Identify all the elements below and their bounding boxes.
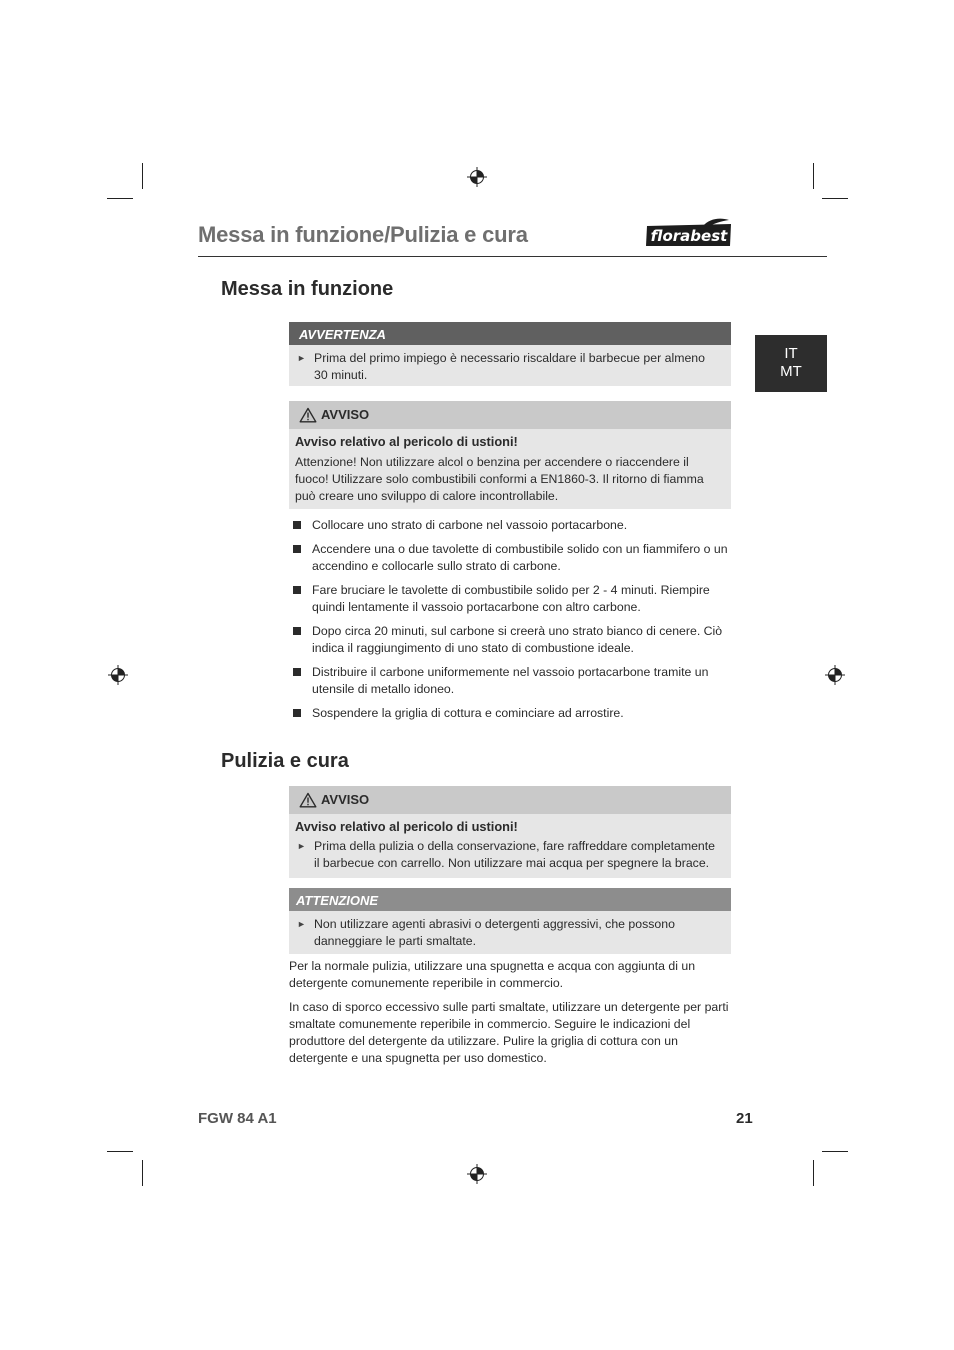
avviso-item — [289, 838, 731, 872]
paragraph: In caso di sporco eccessivo sulle parti smaltate, utilizzare un detergente per parti smaltate comunemente reperibile in commercio. Seguire le indicazioni del produttore del detergente da utilizzare. Pulire la griglia di cottura con un detergente e una spugnetta per uso domestico. — [289, 1000, 729, 1065]
registration-mark-icon — [467, 167, 487, 187]
square-bullet-icon — [293, 545, 301, 553]
florabest-logo — [645, 218, 733, 248]
avviso-label: AVVISO — [321, 792, 370, 807]
square-bullet-icon — [293, 586, 301, 594]
crop-mark — [822, 198, 848, 199]
step-text: Collocare uno strato di carbone nel vassoio portacarbone. — [312, 518, 628, 532]
square-bullet-icon — [293, 709, 301, 717]
crop-mark — [107, 198, 133, 199]
avviso-subtitle: Avviso relativo al pericolo di ustioni! — [295, 819, 518, 834]
step-text: Accendere una o due tavolette di combustibile solido con un fiammifero o un accendino e collocarle sullo strato di carbone. — [312, 542, 728, 573]
step-text: Fare bruciare le tavolette di combustibile solido per 2 - 4 minuti. Riempire quindi lentamente il vassoio portacarbone con altro carbone. — [312, 583, 710, 614]
arrow-bullet-icon: ► — [297, 919, 306, 929]
registration-mark-icon — [108, 665, 128, 685]
avviso-header — [289, 401, 731, 429]
registration-mark-icon — [467, 1164, 487, 1184]
attenzione-item — [289, 916, 731, 950]
list-item — [293, 705, 733, 722]
square-bullet-icon — [293, 668, 301, 676]
page-title: Messa in funzione/Pulizia e cura — [198, 222, 528, 247]
list-item — [293, 623, 733, 657]
attenzione-label: ATTENZIONE — [289, 888, 731, 911]
crop-mark — [813, 163, 814, 189]
list-item — [293, 541, 733, 575]
page-number: 21 — [736, 1110, 753, 1127]
crop-mark — [107, 1151, 133, 1152]
warning-triangle-icon — [299, 792, 317, 808]
advertenza-box — [289, 322, 731, 386]
avviso-text: Attenzione! Non utilizzare alcol o benzina per accendere o riaccendere il fuoco! Utilizzare solo combustibili conformi a EN1860-3. Il ritorno di fiamma può creare uno sviluppo di calore incontrollabile. — [295, 455, 704, 503]
language-code: IT — [784, 345, 798, 362]
language-code: MT — [780, 363, 802, 380]
brand-name: florabest — [650, 227, 728, 245]
warning-triangle-icon — [299, 407, 317, 423]
crop-mark — [142, 163, 143, 189]
attenzione-box — [289, 888, 731, 954]
step-text: Sospendere la griglia di cottura e cominciare ad arrostire. — [312, 706, 624, 720]
avviso-label: AVVISO — [321, 407, 370, 422]
advertenza-text: Prima del primo impiego è necessario riscaldare il barbecue per almeno 30 minuti. — [314, 351, 705, 382]
avviso-header — [289, 786, 731, 814]
list-item — [293, 517, 733, 534]
paragraph: Per la normale pulizia, utilizzare una spugnetta e acqua con aggiunta di un detergente comunemente reperibile in commercio. — [289, 959, 696, 990]
section-heading-messa-in-funzione: Messa in funzione — [221, 278, 394, 300]
crop-mark — [813, 1160, 814, 1186]
square-bullet-icon — [293, 627, 301, 635]
crop-mark — [822, 1151, 848, 1152]
list-item — [293, 582, 733, 616]
avviso-text: Prima della pulizia o della conservazione, fare raffreddare completamente il barbecue con carrello. Non utilizzare mai acqua per spegnere la brace. — [314, 839, 716, 870]
steps-list — [293, 517, 733, 722]
step-text: Distribuire il carbone uniformemente nel vassoio portacarbone tramite un utensile di metallo idoneo. — [312, 665, 709, 696]
arrow-bullet-icon: ► — [297, 841, 306, 851]
attenzione-text: Non utilizzare agenti abrasivi o detergenti aggressivi, che possono danneggiare le parti smaltate. — [314, 917, 675, 948]
registration-mark-icon — [825, 665, 845, 685]
model-number: FGW 84 A1 — [198, 1110, 277, 1127]
section-heading-pulizia-e-cura: Pulizia e cura — [221, 750, 349, 772]
arrow-bullet-icon: ► — [297, 353, 306, 363]
advertenza-label: AVVERTENZA — [289, 322, 731, 345]
avviso-subtitle: Avviso relativo al pericolo di ustioni! — [295, 434, 518, 449]
step-text: Dopo circa 20 minuti, sul carbone si creerà uno strato bianco di cenere. Ciò indica il raggiungimento di uno stato di combustione ideale. — [312, 624, 723, 655]
avviso-box — [289, 786, 731, 878]
language-tab — [755, 335, 827, 392]
crop-mark — [142, 1160, 143, 1186]
square-bullet-icon — [293, 521, 301, 529]
avviso-box — [289, 401, 731, 509]
advertenza-item — [289, 350, 731, 384]
list-item — [293, 664, 733, 698]
title-divider — [198, 256, 827, 257]
